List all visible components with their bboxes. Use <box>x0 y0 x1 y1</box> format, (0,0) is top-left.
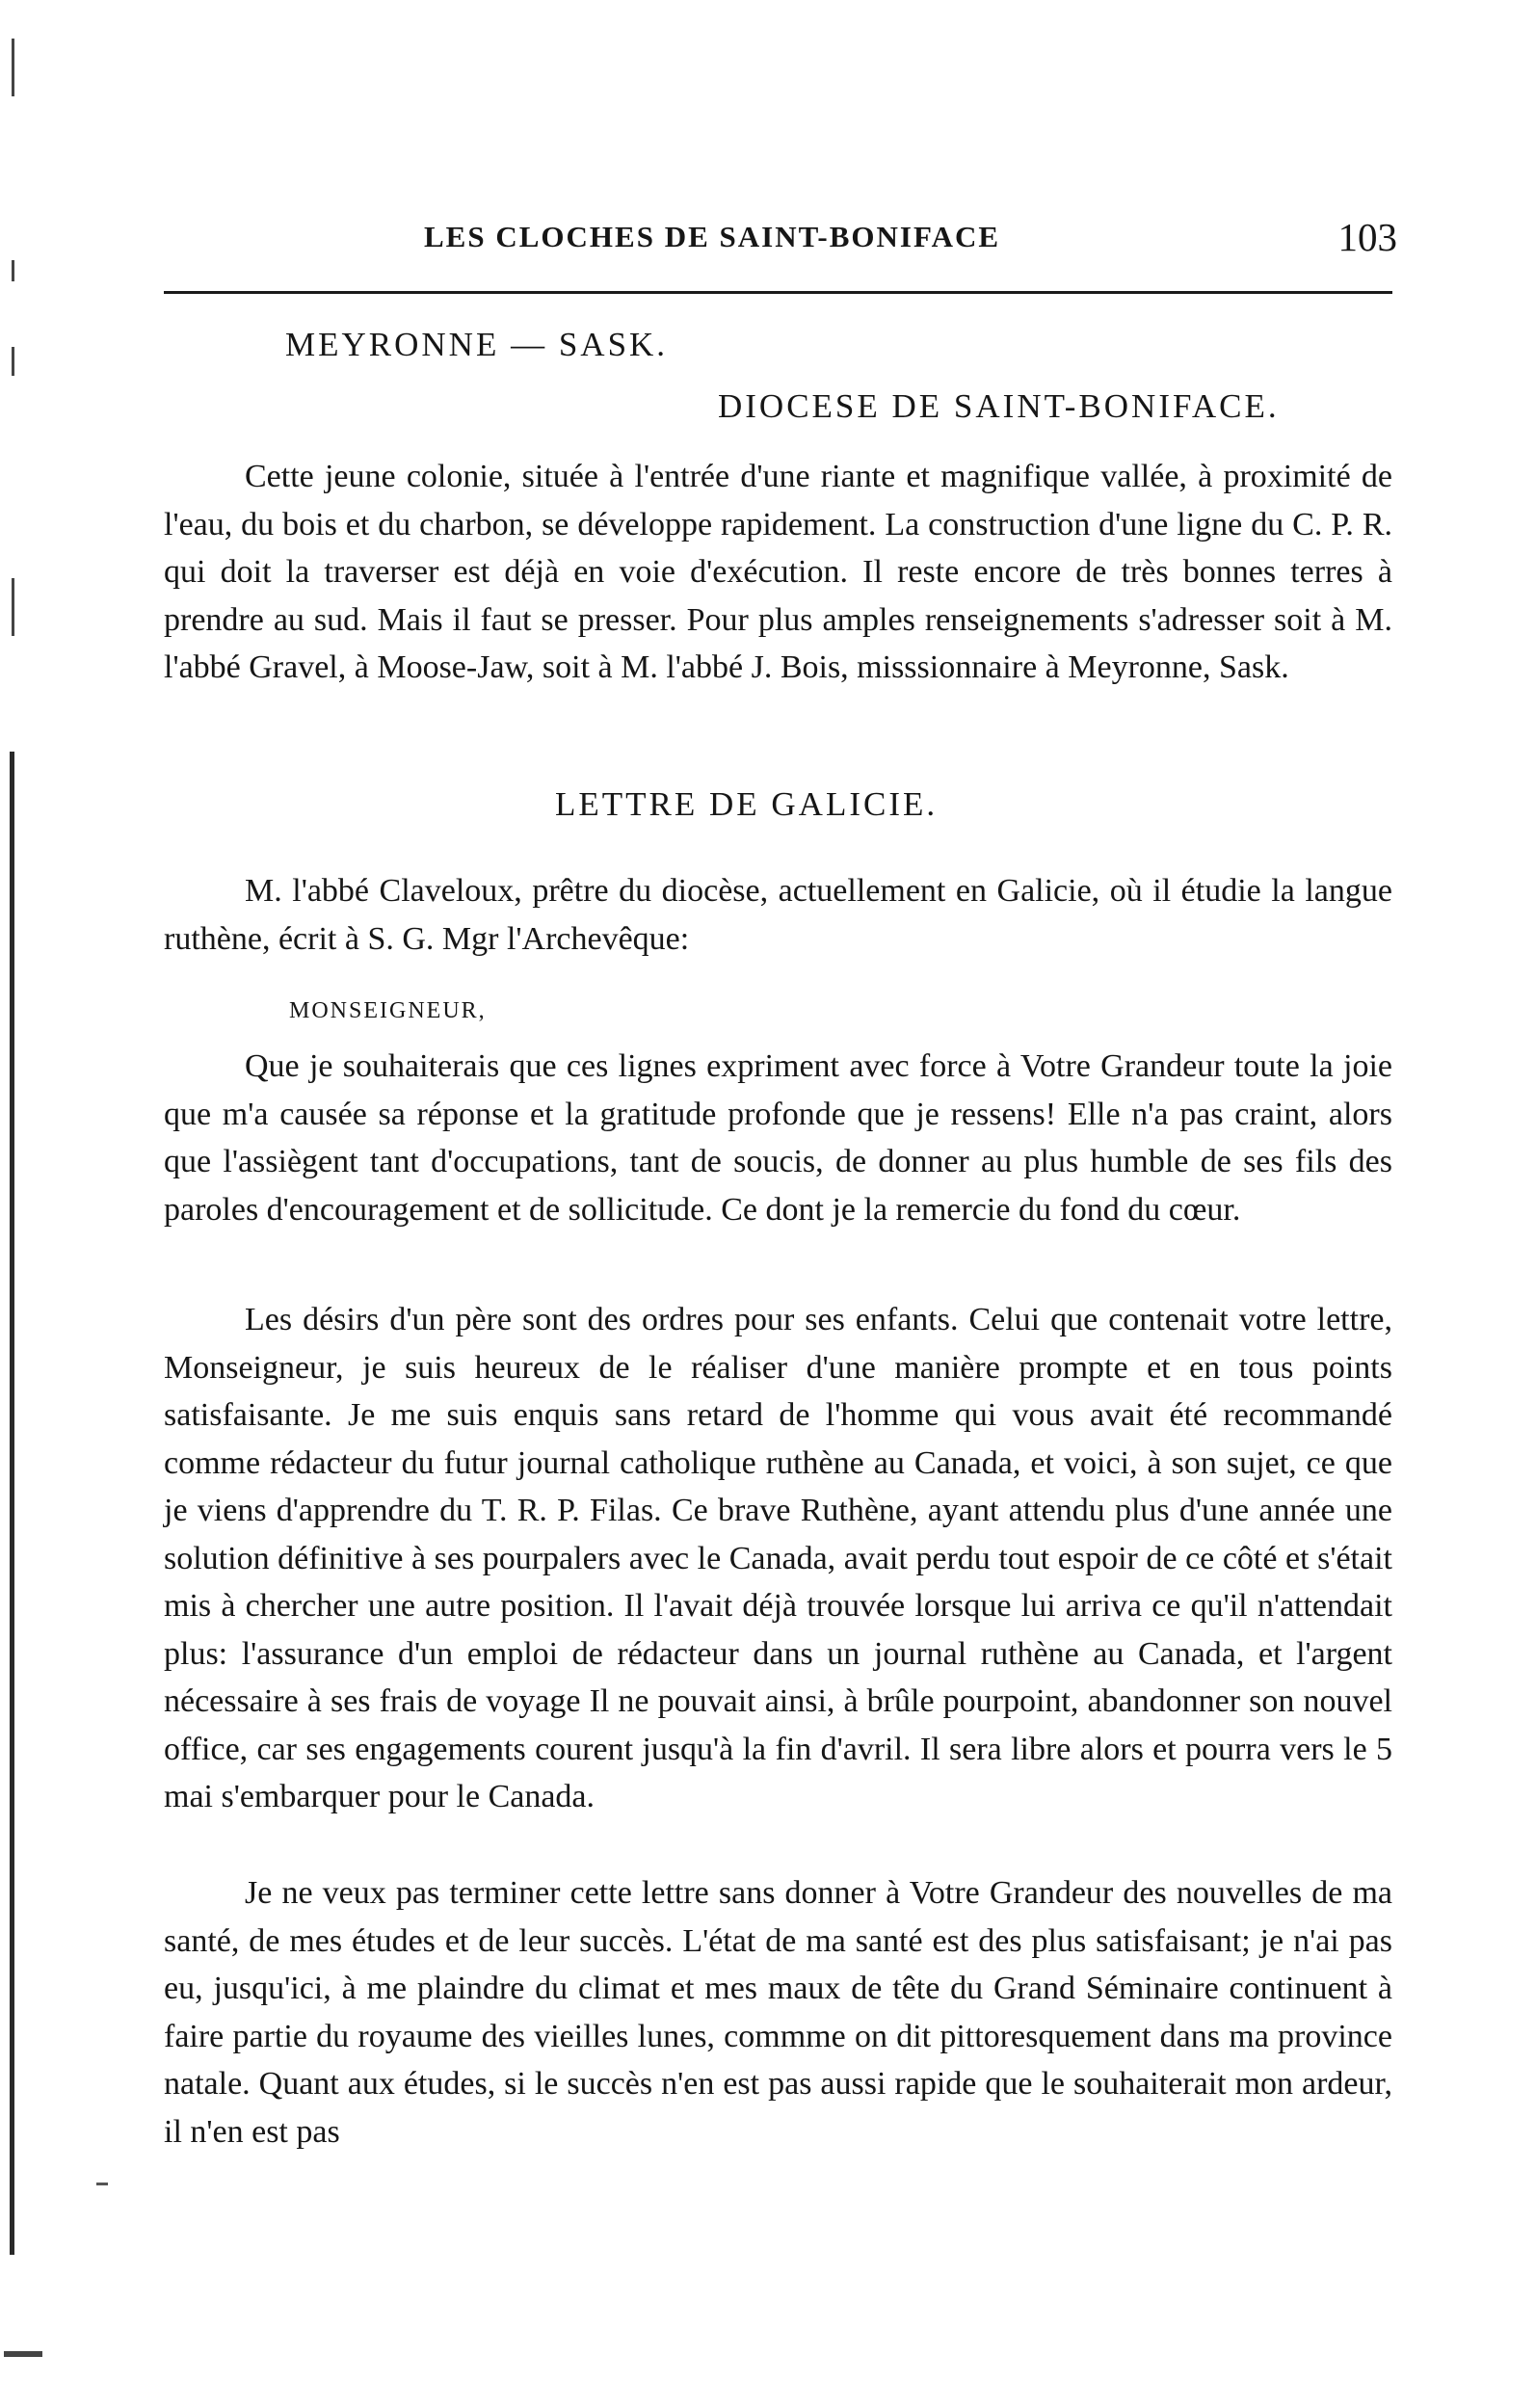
section-heading-galicie: LETTRE DE GALICIE. <box>555 785 939 823</box>
page-header <box>164 214 1397 272</box>
running-title: LES CLOCHES DE SAINT-BONIFACE <box>424 220 1001 253</box>
letter-salutation: MONSEIGNEUR, <box>289 998 487 1023</box>
binding-speck <box>4 2351 42 2357</box>
page-number: 103 <box>1337 215 1397 259</box>
binding-shadow <box>10 752 14 2255</box>
letter-paragraph-2: Les désirs d'un père sont des ordres pour ses enfants. Celui que contenait votre lettre, Monseigneur, je suis heureux de le réaliser d'une manière prompte et en tous points satisfaisante. Je me suis enquis sans retard de l'homme qui vous avait été recommandé comme rédacteur du futur journal catholique ruthène au Canada, et voici, à son sujet, ce que je viens d'apprendre du T. R. P. Filas. Ce brave Ruthène, ayant attendu plus d'une année une solution définitive à ses pourpalers avec le Canada, avait perdu tout espoir de ce côté et s'était mis à chercher une autre position. Il l'avait déjà trouvée lorsque lui arriva ce qu'il n'attendait plus: l'assurance d'un emploi de rédacteur dans un journal ruthène au Canada, et l'argent nécessaire à ses frais de voyage Il ne pouvait ainsi, à brûle pourpoint, abandonner son nouvel office, car ses engagements courent jusqu'à la fin d'avril. Il sera libre alors et pourra vers le 5 mai s'embarquer pour le Canada. <box>164 1302 1392 1814</box>
section-heading-meyronne: MEYRONNE — SASK. <box>285 326 669 363</box>
binding-speck <box>12 39 14 96</box>
letter-paragraph-1: Que je souhaiterais que ces lignes expriment avec force à Votre Grandeur toute la joie que m'a causée sa réponse et la gratitude profonde que je ressens! Elle n'a pas craint, alors que l'assiègent tant d'occupations, tant de soucis, de donner au plus humble de ses fils des paroles d'encouragement et de sollicitude. Ce dont je la remercie du fond du cœur. <box>164 1048 1392 1228</box>
binding-speck <box>12 578 14 636</box>
letter-paragraph-3: Je ne veux pas terminer cette lettre sans donner à Votre Grandeur des nouvelles de ma santé, de mes études et de leur succès. L'état de ma santé est des plus satisfaisant; je n'ai pas eu, jusqu'ici, à me plaindre du climat et mes maux de tête du Grand Séminaire continuent à faire partie du royaume des vieilles lunes, commme on dit pittoresquement dans ma province natale. Quant aux études, si le succès n'en est pas aussi rapide que le souhaiterait mon ardeur, il n'en est pas <box>164 1875 1392 2150</box>
letter-intro: M. l'abbé Claveloux, prêtre du diocèse, actuellement en Galicie, où il étudie la langue ruthène, écrit à S. G. Mgr l'Archevêque: <box>164 873 1392 957</box>
section-subheading-diocese: DIOCESE DE SAINT-BONIFACE. <box>718 387 1280 425</box>
binding-speck <box>12 347 14 376</box>
margin-mark <box>96 2183 108 2185</box>
header-rule <box>164 291 1392 294</box>
binding-speck <box>12 260 14 281</box>
meyronne-paragraph: Cette jeune colonie, située à l'entrée d'une riante et magnifique vallée, à proximité de l'eau, du bois et du charbon, se développe rapidement. La construction d'une ligne du C. P. R. qui doit la traverser est déjà en voie d'exécution. Il reste encore de très bonnes terres à prendre au sud. Mais il faut se presser. Pour plus amples renseignements s'adresser soit à M. l'abbé Gravel, à Moose-Jaw, soit à M. l'abbé J. Bois, misssionnaire à Meyronne, Sask. <box>164 459 1392 685</box>
